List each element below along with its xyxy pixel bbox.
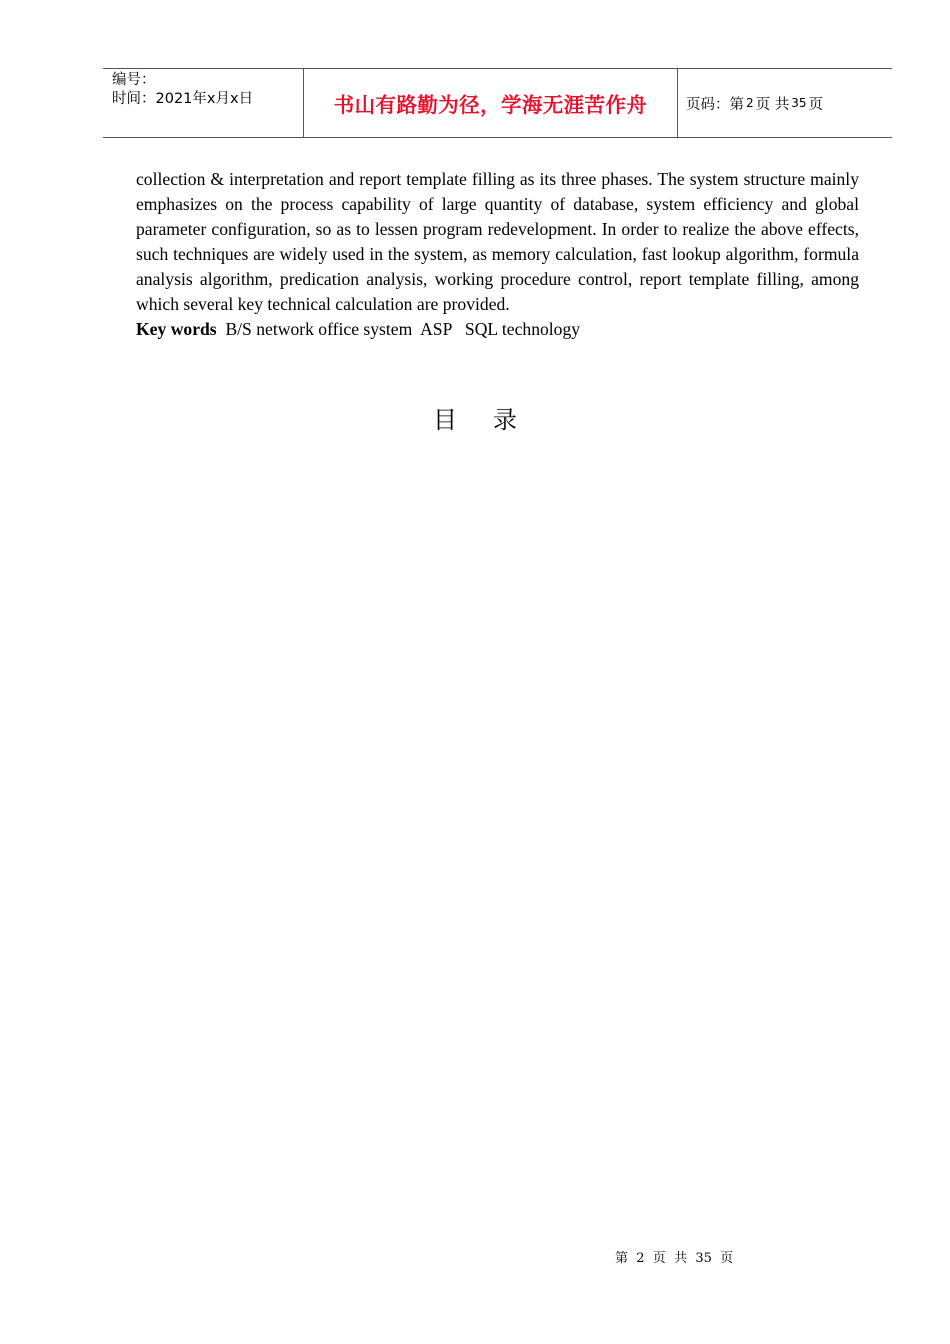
header-motto: 书山有路勤为径，学海无涯苦作舟	[304, 69, 678, 137]
header-page-info	[678, 69, 892, 137]
page-mid: 页 共	[755, 96, 790, 113]
abstract-paragraph: collection & interpretation and report template filling as its three phases. The system structure mainly emphasizes on the process capability of large quantity of database, system efficiency and global parameter configuration, so as to lessen program redevelopment. In order to realize the above effects, such techniques are widely used in the system, as memory calculation, fast lookup algorithm, formula analysis algorithm, predication analysis, working procedure control, report template filling, among which several key technical calculation are provided.	[136, 169, 859, 314]
keywords-label: Key words	[136, 319, 217, 339]
header-meta-cell	[103, 69, 304, 137]
document-time-label: 时间：2021年x月x日	[112, 91, 254, 107]
toc-title	[0, 400, 950, 435]
page-current: 2	[746, 96, 754, 110]
page-total: 35	[791, 96, 807, 110]
keywords-line	[136, 317, 580, 342]
page-header	[103, 68, 892, 138]
keywords-values: B/S network office system ASP SQL technology	[216, 319, 581, 339]
page-prefix: 页码：第	[686, 96, 744, 113]
page-suffix: 页	[808, 96, 824, 113]
page-footer: 第 2 页 共 35 页	[615, 1251, 734, 1266]
toc-title-char-1: 目	[433, 406, 493, 434]
document-number-label: 编号：	[112, 72, 156, 88]
toc-title-char-2: 录	[493, 406, 553, 434]
abstract-body	[136, 167, 859, 317]
